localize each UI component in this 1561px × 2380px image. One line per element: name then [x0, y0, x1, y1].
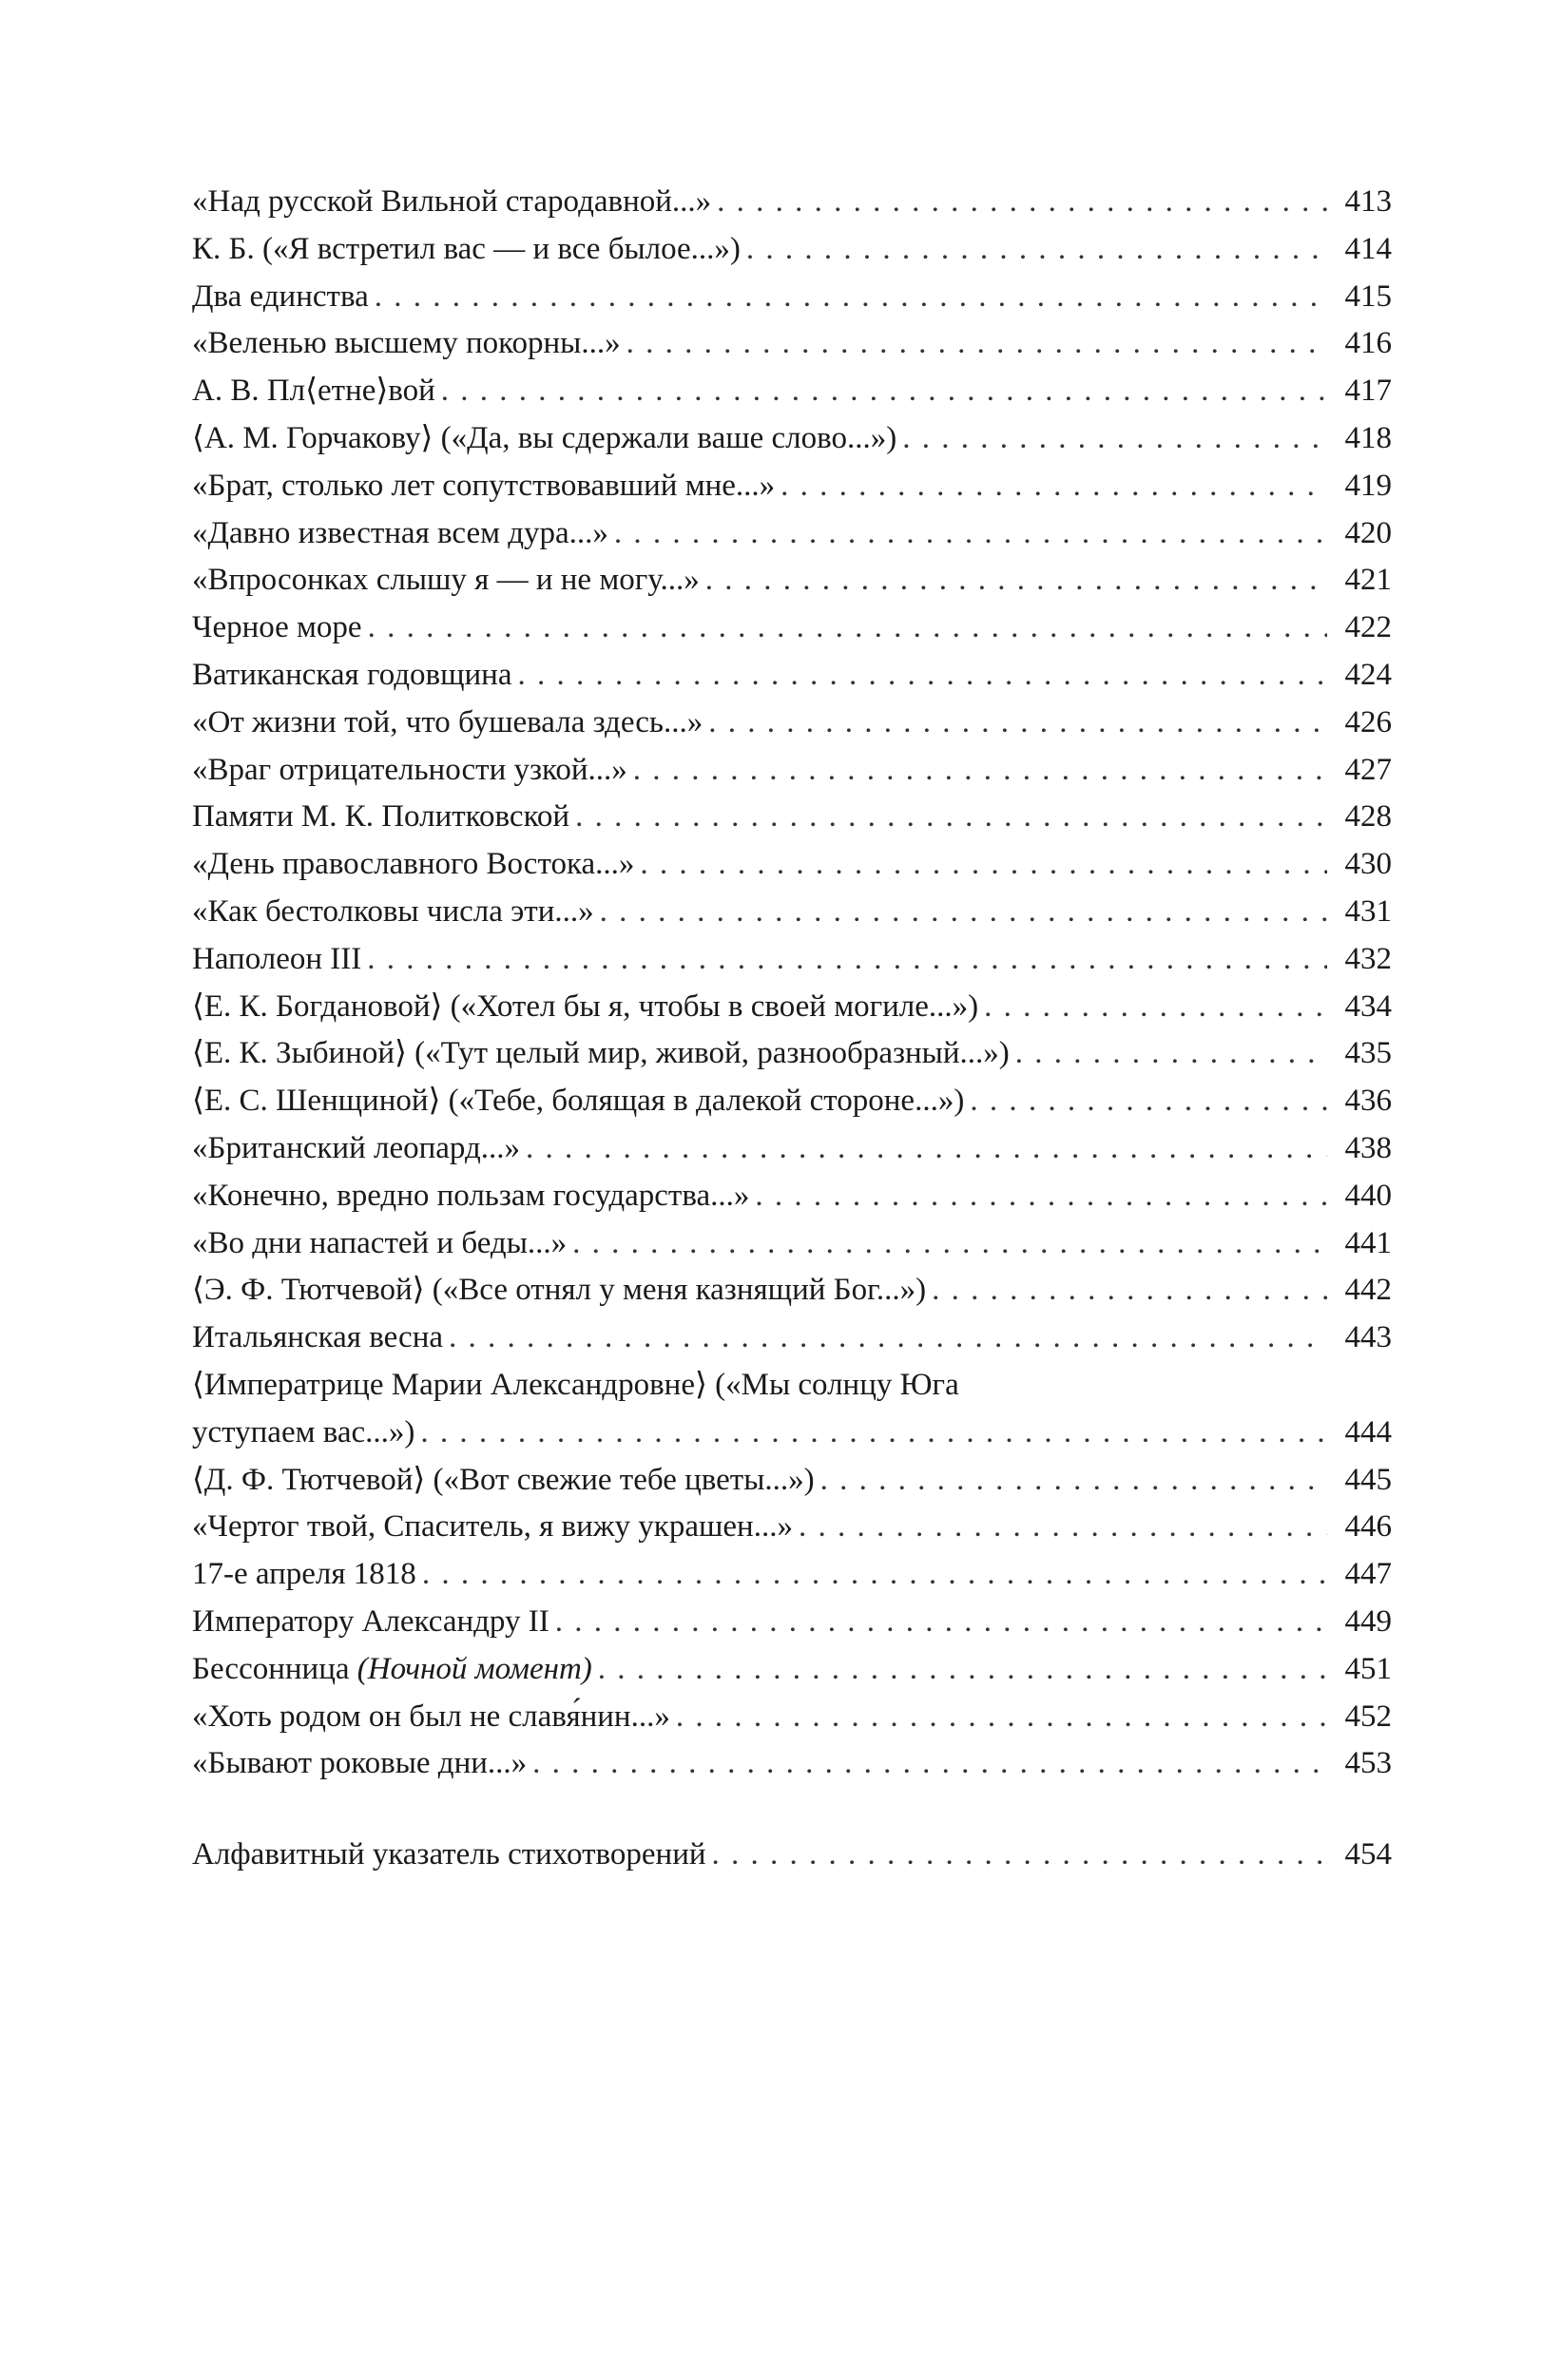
toc-entry-page: 438	[1344, 1130, 1392, 1165]
toc-entry-title-main: Бессонница	[192, 1651, 350, 1686]
toc-entry	[192, 1457, 1392, 1505]
toc-entry-title: ⟨Е. С. Шенщиной⟩ («Тебе, болящая в далекой стороне...»)	[192, 1084, 965, 1119]
toc-entry-page: 420	[1344, 515, 1392, 550]
toc-entry	[192, 1646, 1392, 1694]
toc-entry-page: 445	[1344, 1462, 1392, 1497]
toc-entry	[192, 747, 1392, 795]
toc-entry-page: 422	[1344, 610, 1392, 645]
toc-entry-page: 435	[1344, 1036, 1392, 1071]
toc-entry	[192, 700, 1392, 747]
toc-entry-title: «Хоть родом он был не славя́нин...»	[192, 1699, 670, 1734]
toc-entry	[192, 1267, 1392, 1315]
dot-leader	[708, 700, 1327, 747]
toc-entry	[192, 1694, 1392, 1741]
toc-entry-title: ⟨Императрице Марии Александровне⟩ («Мы солнцу Юга	[192, 1367, 959, 1402]
toc-entry	[192, 1599, 1392, 1646]
dot-leader	[600, 889, 1327, 936]
toc-entry-page: 454	[1344, 1837, 1392, 1872]
toc-entry-page: 452	[1344, 1699, 1392, 1734]
toc-entry	[192, 1740, 1392, 1788]
toc-entry	[192, 1078, 1392, 1125]
toc-entry-page: 430	[1344, 847, 1392, 882]
dot-leader	[572, 1220, 1327, 1268]
toc-entry-title: «Как бестолковы числа эти...»	[192, 893, 594, 929]
toc-entry-page: 413	[1344, 184, 1392, 219]
dot-leader	[746, 226, 1327, 274]
toc-entry	[192, 1030, 1392, 1078]
toc-entry	[192, 936, 1392, 984]
toc-entry-page: 428	[1344, 799, 1392, 835]
toc-entry-title: «Британский леопард...»	[192, 1130, 521, 1165]
toc-entry-title: «Конечно, вредно пользам государства...»	[192, 1178, 750, 1213]
dot-leader	[1015, 1030, 1327, 1078]
section-spacer	[192, 1788, 1392, 1832]
dot-leader	[780, 463, 1327, 510]
toc-entry-title: А. В. Пл⟨етне⟩вой	[192, 374, 435, 409]
toc-entry-page: 444	[1344, 1414, 1392, 1449]
toc-entry-title: 17-е апреля 1818	[192, 1557, 416, 1592]
toc-entry-title: Наполеон III	[192, 941, 362, 976]
toc-entry-page: 426	[1344, 704, 1392, 739]
dot-leader	[375, 274, 1327, 321]
toc-entry-page: 418	[1344, 420, 1392, 455]
toc-entry-page: 417	[1344, 374, 1392, 409]
toc-entry-page: 414	[1344, 231, 1392, 266]
toc-entry	[192, 841, 1392, 889]
dot-leader	[984, 984, 1327, 1031]
toc-entry-title: ⟨Е. К. Богдановой⟩ («Хотел бы я, чтобы в своей могиле...»)	[192, 988, 979, 1024]
dot-leader	[368, 605, 1327, 652]
toc-entry	[192, 226, 1392, 274]
toc-entry-title: Ватиканская годовщина	[192, 657, 512, 692]
toc-entry	[192, 1504, 1392, 1551]
toc-entry	[192, 1410, 1392, 1457]
toc-entry-title: ⟨А. М. Горчакову⟩ («Да, вы сдержали ваше слово...»)	[192, 420, 897, 455]
toc-entry-page: 415	[1344, 278, 1392, 314]
toc-entry-title: Итальянская весна	[192, 1320, 444, 1355]
toc-entry	[192, 557, 1392, 605]
toc-entry-title: Алфавитный указатель стихотворений	[192, 1837, 706, 1872]
toc-entry	[192, 510, 1392, 558]
toc-entry-title: «Впросонках слышу я — и не могу...»	[192, 563, 700, 598]
toc-entry-title: «Во дни напастей и беды...»	[192, 1225, 568, 1260]
toc-entry	[192, 652, 1392, 700]
toc-entry-title: Черное море	[192, 610, 362, 645]
dot-leader	[532, 1740, 1327, 1788]
dot-leader	[555, 1599, 1327, 1646]
toc-entry-title: ⟨Д. Ф. Тютчевой⟩ («Вот свежие тебе цветы...»)	[192, 1462, 815, 1497]
toc-entry-page: 436	[1344, 1084, 1392, 1119]
dot-leader	[420, 1410, 1327, 1457]
toc-entry	[192, 605, 1392, 652]
dot-leader	[367, 936, 1327, 984]
toc-entry-title: «Веленью высшему покорны...»	[192, 326, 621, 361]
dot-leader	[705, 557, 1327, 605]
toc-entry-title: «Бывают роковые дни...»	[192, 1746, 528, 1781]
toc-entry	[192, 1315, 1392, 1362]
toc-entry	[192, 794, 1392, 841]
toc-entry-page: 449	[1344, 1603, 1392, 1639]
dot-leader	[640, 841, 1327, 889]
dot-leader	[614, 510, 1327, 558]
dot-leader	[598, 1646, 1327, 1694]
toc-entry-title: ⟨Э. Ф. Тютчевой⟩ («Все отнял у меня казнящий Бог...»)	[192, 1273, 927, 1308]
toc-entry-title: Два единства	[192, 278, 369, 314]
dot-leader	[712, 1832, 1327, 1879]
toc-entry-line1	[192, 1362, 1392, 1410]
toc-entry-page: 434	[1344, 988, 1392, 1024]
toc-entry-title: Императору Александру II	[192, 1603, 549, 1639]
toc-entry-page: 453	[1344, 1746, 1392, 1781]
toc-entry	[192, 889, 1392, 936]
dot-leader	[626, 320, 1327, 368]
dot-leader	[449, 1315, 1327, 1362]
toc-entry-title-italic: (Ночной момент)	[357, 1651, 592, 1686]
dot-leader	[799, 1504, 1327, 1551]
toc-entry-title: «Брат, столько лет сопутствовавший мне...»	[192, 468, 776, 503]
toc-entry	[192, 984, 1392, 1031]
dot-leader	[526, 1125, 1327, 1173]
dot-leader	[441, 368, 1327, 415]
toc-entry-title: «Чертог твой, Спаситель, я вижу украшен...»	[192, 1509, 793, 1545]
toc-entry-page: 443	[1344, 1320, 1392, 1355]
toc-entry-title: «Над русской Вильной стародавной...»	[192, 184, 712, 219]
toc-entry-page: 427	[1344, 752, 1392, 787]
toc-entry	[192, 1220, 1392, 1268]
toc-entry-page: 421	[1344, 563, 1392, 598]
toc-entry	[192, 1173, 1392, 1220]
table-of-contents	[192, 179, 1392, 1879]
toc-entry-page: 416	[1344, 326, 1392, 361]
dot-leader	[902, 415, 1327, 463]
toc-entry-page: 442	[1344, 1273, 1392, 1308]
toc-entry-title: К. Б. («Я встретил вас — и все былое...»)	[192, 231, 741, 266]
dot-leader	[676, 1694, 1327, 1741]
toc-entry	[192, 179, 1392, 226]
dot-leader	[970, 1078, 1327, 1125]
toc-entry-page: 431	[1344, 893, 1392, 929]
toc-entry-page: 424	[1344, 657, 1392, 692]
toc-entry-page: 419	[1344, 468, 1392, 503]
dot-leader	[820, 1457, 1327, 1505]
toc-entry-page: 446	[1344, 1509, 1392, 1545]
toc-entry	[192, 415, 1392, 463]
dot-leader	[717, 179, 1327, 226]
toc-entry-title: «Враг отрицательности узкой...»	[192, 752, 627, 787]
toc-entry	[192, 463, 1392, 510]
toc-entry-page: 440	[1344, 1178, 1392, 1213]
dot-leader	[755, 1173, 1327, 1220]
dot-leader	[932, 1267, 1327, 1315]
toc-entry-page: 447	[1344, 1557, 1392, 1592]
toc-entry-page: 451	[1344, 1651, 1392, 1686]
toc-entry	[192, 1551, 1392, 1599]
toc-index-entry	[192, 1832, 1392, 1879]
toc-entry-page: 441	[1344, 1225, 1392, 1260]
toc-entry-title: «Давно известная всем дура...»	[192, 515, 608, 550]
dot-leader	[575, 794, 1327, 841]
toc-entry	[192, 1125, 1392, 1173]
toc-entry-page: 432	[1344, 941, 1392, 976]
toc-entry	[192, 320, 1392, 368]
toc-entry-title: «От жизни той, что бушевала здесь...»	[192, 704, 703, 739]
toc-entry	[192, 274, 1392, 321]
toc-entry-title: Памяти М. К. Политковской	[192, 799, 570, 835]
dot-leader	[633, 747, 1327, 795]
toc-entry-title	[192, 1646, 592, 1694]
toc-entry-title: «День православного Востока...»	[192, 847, 635, 882]
toc-entry-title-cont: уступаем вас...»)	[192, 1414, 415, 1449]
toc-entry-title: ⟨Е. К. Зыбиной⟩ («Тут целый мир, живой, разнообразный...»)	[192, 1036, 1010, 1071]
dot-leader	[422, 1551, 1327, 1599]
dot-leader	[518, 652, 1328, 700]
toc-entry	[192, 368, 1392, 415]
